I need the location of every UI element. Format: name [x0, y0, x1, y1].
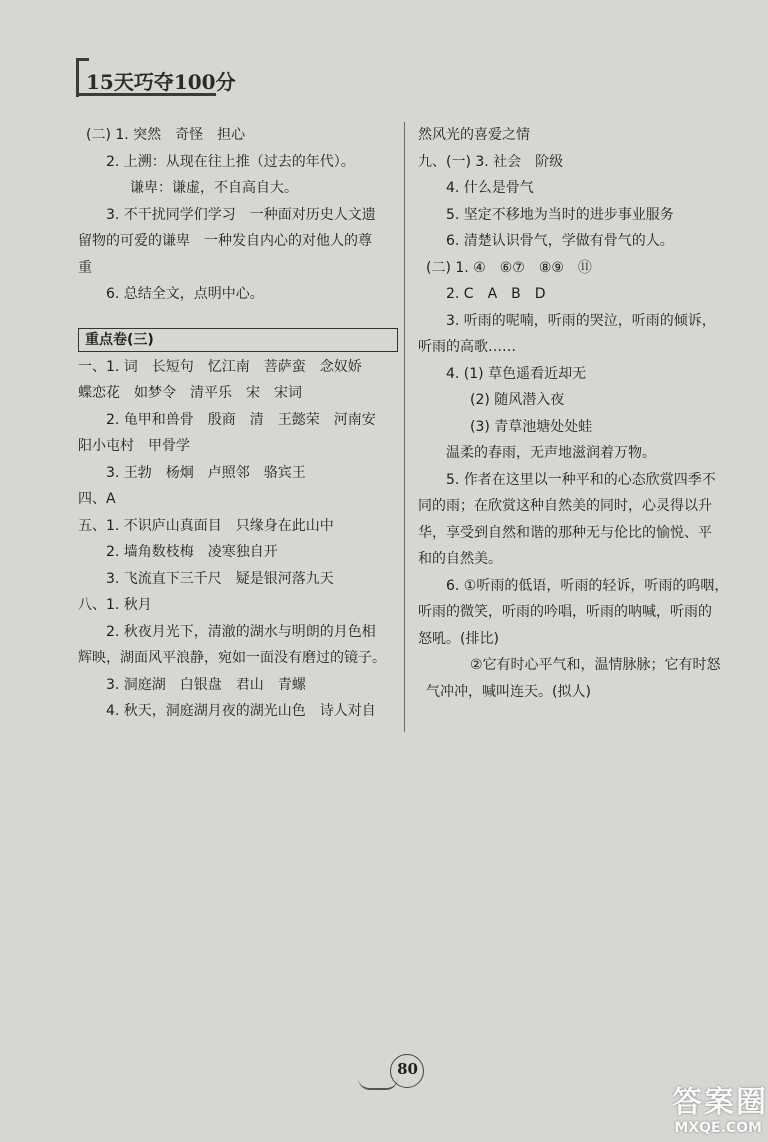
answer-line: 留物的可爱的谦卑 一种发自内心的对他人的尊 — [78, 233, 372, 249]
watermark-logo: 答案圈 — [672, 1085, 768, 1120]
answer-line: 华，享受到自然和谐的那种无与伦比的愉悦、平 — [418, 524, 712, 541]
answer-line: 4. 秋天，洞庭湖月夜的湖光山色 诗人对自 — [106, 703, 376, 719]
answer-line: 2. 墙角数枝梅 凌寒独自开 — [106, 544, 278, 560]
answer-line: 八、1. 秋月 — [78, 597, 152, 613]
page-number — [378, 1054, 428, 1090]
answer-line: 3. 不干扰同学们学习 一种面对历史人文遗 — [106, 206, 376, 223]
answer-line: 同的雨；在欣赏这种自然美的同时，心灵得以升 — [418, 498, 712, 514]
section-heading: 重点卷(三) — [78, 328, 398, 352]
answer-line: 5. 坚定不移地为当时的进步事业服务 — [446, 206, 674, 223]
answer-line: 重 — [78, 259, 92, 276]
answer-line: (2) 随风潜入夜 — [470, 392, 565, 408]
answer-line: (二) 1. ④ ⑥⑦ ⑧⑨ ⑪ — [426, 259, 592, 276]
site-watermark — [630, 1086, 768, 1142]
answer-line: 一、1. 词 长短句 忆江南 菩萨蛮 念奴娇 — [78, 358, 362, 375]
answer-line: 3. 飞流直下三千尺 疑是银河落九天 — [106, 570, 334, 587]
answer-line: 然风光的喜爱之情 — [418, 127, 530, 143]
answer-line: 5. 作者在这里以一种平和的心态欣赏四季不 — [446, 471, 716, 488]
answer-line: 3. 洞庭湖 白银盘 君山 青螺 — [106, 676, 306, 693]
answer-line: 4. 什么是骨气 — [446, 180, 534, 196]
book-logo — [76, 58, 236, 96]
answer-line: 6. ①听雨的低语，听雨的轻诉，听雨的呜咽， — [446, 577, 729, 594]
answer-line: 2. 秋夜月光下，清澈的湖水与明朗的月色相 — [106, 623, 376, 640]
answer-line: 怒吼。(排比) — [418, 630, 499, 647]
answer-line: 2. 龟甲和兽骨 殷商 清 王懿荣 河南安 — [106, 411, 376, 428]
logo-text: 15天巧夺100分 — [86, 70, 236, 94]
left-column — [78, 122, 400, 725]
answer-line: 4. (1) 草色遥看近却无 — [446, 365, 587, 382]
answer-line: (二) 1. 突然 奇怪 担心 — [86, 127, 246, 143]
answer-line: 3. 王勃 杨炯 卢照邻 骆宾王 — [106, 464, 306, 481]
answer-line: 温柔的春雨，无声地滋润着万物。 — [446, 445, 656, 461]
answer-line: 3. 听雨的呢喃，听雨的哭泣，听雨的倾诉， — [446, 312, 716, 329]
answer-line: 辉映，湖面风平浪静，宛如一面没有磨过的镜子。 — [78, 650, 386, 666]
answer-line: 气冲冲，喊叫连天。(拟人) — [426, 683, 591, 700]
answer-line: 6. 清楚认识骨气，学做有骨气的人。 — [446, 233, 674, 249]
answer-line: 阳小屯村 甲骨学 — [78, 438, 190, 454]
answer-line: 2. 上溯：从现在往上推（过去的年代）。 — [106, 153, 355, 170]
right-column — [418, 122, 748, 705]
answer-line: 听雨的高歌…… — [418, 339, 516, 355]
answer-line: 谦卑：谦虚，不自高自大。 — [130, 180, 298, 196]
answer-line: 和的自然美。 — [418, 551, 502, 567]
watermark-url: MXQE.COM — [674, 1120, 762, 1136]
page-number-text: 80 — [397, 1060, 418, 1078]
answer-line: 五、1. 不识庐山真面目 只缘身在此山中 — [78, 517, 334, 534]
answer-line: 听雨的微笑，听雨的吟唱，听雨的呐喊，听雨的 — [418, 604, 712, 620]
answer-line: ②它有时心平气和，温情脉脉；它有时怒 — [470, 657, 721, 673]
answer-line: 2. C A B D — [446, 286, 546, 302]
answer-line: 九、(一) 3. 社会 阶级 — [418, 153, 564, 170]
answer-line: 6. 总结全文，点明中心。 — [106, 286, 264, 302]
answer-line: 四、A — [78, 491, 116, 507]
answer-line: (3) 青草池塘处处蛙 — [470, 418, 593, 435]
answer-line: 蝶恋花 如梦令 清平乐 宋 宋词 — [78, 385, 302, 401]
column-divider — [404, 122, 405, 732]
